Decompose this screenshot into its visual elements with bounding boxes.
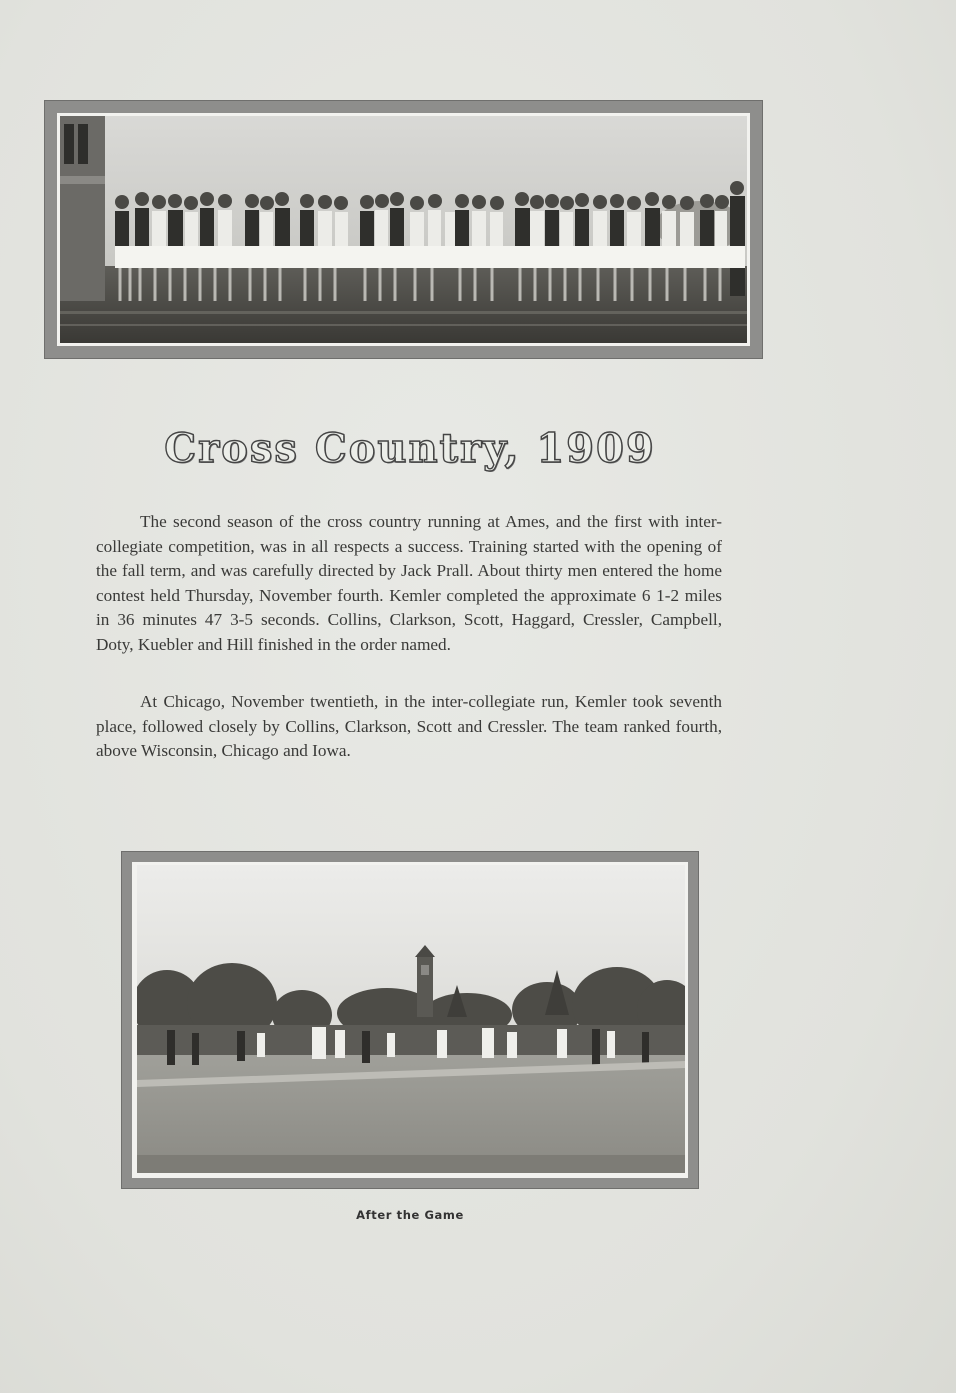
team-photo bbox=[60, 116, 747, 343]
team-photo-image bbox=[60, 116, 747, 343]
game-photo-caption: After the Game bbox=[356, 1208, 464, 1222]
game-photo-frame bbox=[122, 852, 698, 1188]
game-photo-image bbox=[137, 865, 685, 1173]
game-photo bbox=[137, 865, 685, 1173]
page-title: Cross Country, 1909 bbox=[164, 425, 656, 472]
paragraph-home-contest: The second season of the cross country running at Ames, and the first with inter-collegiate competition, was in all respects a success. Training started with the opening of the fall term, and was carefully directed by Jack Prall. About thirty men entered the home contest held Thursday, November fourth. Kemler completed the approximate 6 1-2 miles in 36 minutes 47 3-5 seconds. Collins, Clarkson, Scott, Haggard, Cressler, Campbell, Doty, Kuebler and Hill finished in the order named. bbox=[96, 512, 722, 654]
team-photo-frame bbox=[45, 101, 762, 358]
paragraph-chicago-run: At Chicago, November twentieth, in the inter-collegiate run, Kemler took seventh place, followed closely by Collins, Clarkson, Scott and Cressler. The team ranked fourth, above Wisconsin, Chicago and Iowa. bbox=[96, 692, 722, 761]
